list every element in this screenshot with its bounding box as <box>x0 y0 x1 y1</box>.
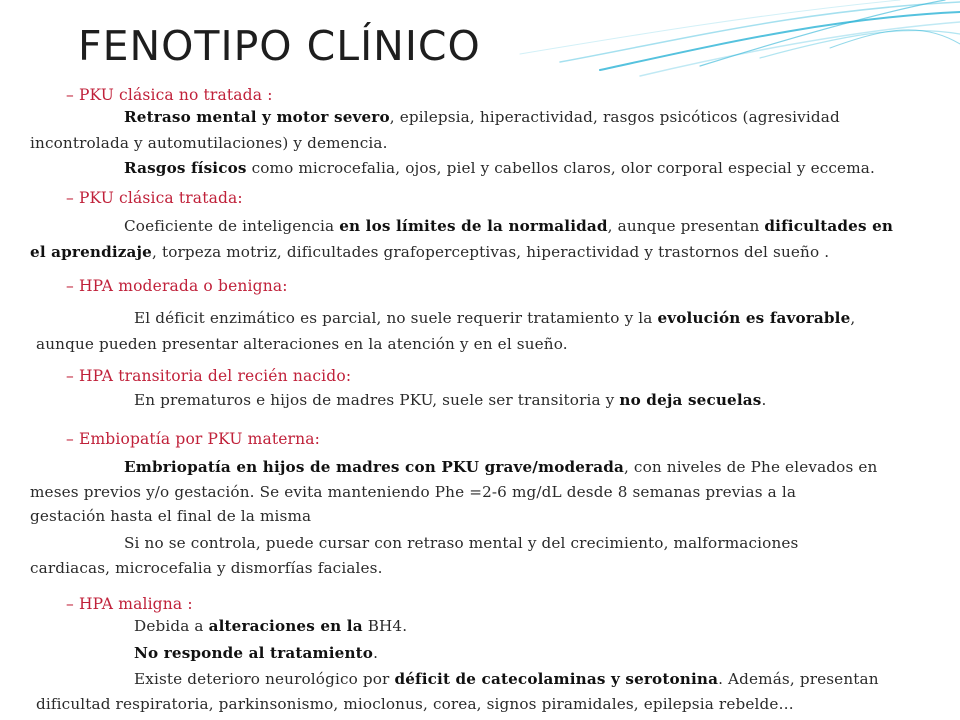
section-line: No responde al tratamiento. <box>134 644 379 662</box>
section-line: el aprendizaje, torpeza motriz, dificultades grafoperceptivas, hiperactividad y trastornos del sueño . <box>30 243 830 261</box>
section-line: gestación hasta el final de la misma <box>30 507 312 525</box>
section-line: Existe deterioro neurológico por déficit de catecolaminas y serotonina. Además, presentan <box>134 670 879 688</box>
section-heading-embiopatia: – Embiopatía por PKU materna: <box>66 430 320 448</box>
section-line: meses previos y/o gestación. Se evita manteniendo Phe =2-6 mg/dL desde 8 semanas previas a la <box>30 483 797 501</box>
slide-title: FENOTIPO CLÍNICO <box>78 22 481 70</box>
section-heading-hpa-transitoria: – HPA transitoria del recién nacido: <box>66 367 352 385</box>
section-heading-pku-no-tratada: – PKU clásica no tratada : <box>66 86 273 104</box>
section-line: incontrolada y automutilaciones) y demencia. <box>30 134 388 152</box>
section-line: Rasgos físicos como microcefalia, ojos, piel y cabellos claros, olor corporal especial y eccema. <box>124 159 875 177</box>
section-line: Embriopatía en hijos de madres con PKU grave/moderada, con niveles de Phe elevados en <box>124 458 878 476</box>
section-line: En prematuros e hijos de madres PKU, suele ser transitoria y no deja secuelas. <box>134 391 767 409</box>
section-heading-hpa-maligna: – HPA maligna : <box>66 595 193 613</box>
section-line: Debida a alteraciones en la BH4. <box>134 617 408 635</box>
section-line: El déficit enzimático es parcial, no suele requerir tratamiento y la evolución es favorable, <box>134 309 856 327</box>
section-line: cardiacas, microcefalia y dismorfías faciales. <box>30 559 383 577</box>
section-line: dificultad respiratoria, parkinsonismo, mioclonus, corea, signos piramidales, epilepsia rebelde… <box>36 695 794 713</box>
section-line: aunque pueden presentar alteraciones en la atención y en el sueño. <box>36 335 568 353</box>
section-heading-pku-tratada: – PKU clásica tratada: <box>66 189 243 207</box>
section-line: Si no se controla, puede cursar con retraso mental y del crecimiento, malformaciones <box>124 534 799 552</box>
section-line: Coeficiente de inteligencia en los límites de la normalidad, aunque presentan dificultades en <box>124 217 894 235</box>
section-line: Retraso mental y motor severo, epilepsia, hiperactividad, rasgos psicóticos (agresividad <box>124 108 840 126</box>
section-heading-hpa-moderada: – HPA moderada o benigna: <box>66 277 288 295</box>
